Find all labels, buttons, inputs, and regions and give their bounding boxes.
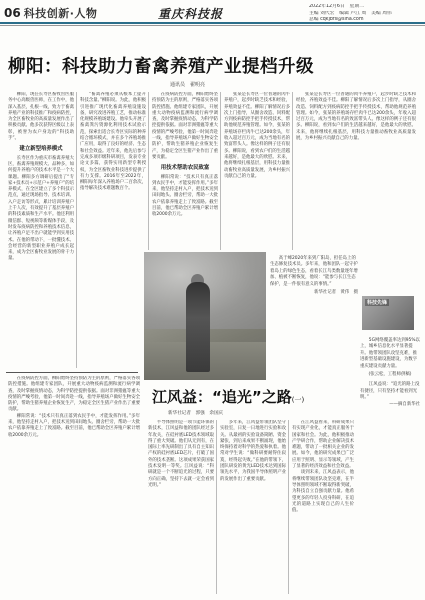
- article1-col2-body: “畜禽养殖必须从根本上提升科技含量。”柳阳说。为此，他积极引进推广现代化畜禽养殖设施设备，研究改进养殖工艺，推动标准化规模养殖场建设。他牵头开展了畜禽粪污资源化利用技术试验示范，探索出适合长寿区实际的种养结合循环模式，并在多个养殖场推广应用，取得了良好的经济、生态和社会效益。近年来，他先后参与完成多项市级科研项目，发表专业论文多篇，获得实用新型专利授权，为全区畜牧业科技进步提供了有力支撑。2016年至2022年，柳阳每年深入养殖场户二百余次，指导解决技术难题数百个。: [80, 92, 146, 192]
- article1-col1-body: 长寿区作为重庆市畜禽养殖大区，畜禽养殖规模大、品种多，如何提升养殖户的技术水平是一个大课题。柳阳多方调研后提出了“专家+技术员+示范户+养殖户”的培养模式，在全区建立了多个科技示范点，通过现场指导、技术培训、入户走访等形式，累计培训养殖户上千人次，有效提升了基层养殖户的科技素质和生产水平。他还利用微信群、短视频等新媒体手段，及时发布疫病防控和养殖技术信息，让养殖户足不出户就能学到实用技术。在他的带动下，一批懂技术、会经营的新型职业养殖户成长起来，成为全区畜牧业发展的骨干力量。: [8, 155, 74, 262]
- article2-column-2: [220, 420, 286, 594]
- page-number: 06: [4, 6, 21, 20]
- article1-lower-body2: 柳阳常说：“技术只有真正落到农民手中，才能发挥作用。”多年来，他坚持走村入户，把技术送到田间地头、圈舍栏旁，帮助一大批农户依靠养殖走上了致富路。截至目前，他已帮助全区养殖户累计增收2000余万元。: [8, 413, 140, 438]
- article-photo-person: [144, 252, 266, 380]
- header-rule: [0, 22, 425, 24]
- photo-credit: 新华社记者 黄伟 摄: [314, 290, 358, 296]
- issue-email: 总编 cqkjbfs@sina.com: [309, 17, 364, 22]
- photo-caption-text: 高于峰2020年来到广阳岛，担任岛上的生态修复技术员。多年来，他和团队一起守护着岛上的绿色生态，看着长江鸟类数量逐年增加、植被不断恢复，他说：“能参与长江生态保护，是一件很有意义的事情。”: [270, 256, 358, 287]
- article2-column-1: [148, 420, 214, 594]
- photo-person-body: [186, 282, 210, 372]
- newspaper-logo: 重庆科技报: [158, 7, 224, 21]
- column-divider: [288, 420, 289, 594]
- column-divider: [76, 92, 77, 368]
- article1-column-4: [224, 92, 290, 250]
- article1-col3-body: 在疫病防控方面，柳阳始终坚持预防为主的原则，严格落实各项防控措施。他组建专家团队，开展重大动物疫病监测和流行病学调查，及时掌握疫情动态，为科学防控提供依据。面对非洲猪瘟等重大疫情的严峻考验，他第一时间奔赴一线，指导养殖场户做好生物安全防护，帮助生猪养殖企业恢复生产，为稳定全区生猪产业作出了重要贡献。: [152, 92, 218, 160]
- article2-headline-main: 江风益：“追光”之路: [152, 388, 292, 406]
- article1-headline: 柳阳：科技助力畜禽养殖产业提档升级: [8, 57, 314, 77]
- article1-lower-body: 在疫病防控方面，柳阳始终坚持预防为主的原则，严格落实各项防控措施。他组建专家团队，开展重大动物疫病监测和流行病学调查，及时掌握疫情动态，为科学防控提供依据。面对非洲猪瘟等重大疫情的严峻考验，他第一时间奔赴一线，指导养殖场户做好生物安全防护，帮助生猪养殖企业恢复生产，为稳定全区生猪产业作出了重要贡献。: [8, 376, 140, 413]
- article2-headline: [152, 386, 304, 407]
- section-rule: [6, 372, 138, 373]
- article2-col1-body: 半导体照明是一项节能环保的新技术，江风益和他的团队经过多年攻关，在硅衬底LED技术领域取得了重大突破。他们从无到有，在国际上率先研制出了具有自主知识产权的硅衬底LED芯片，打破了国外的技术垄断。这项成果荣获国家技术发明一等奖。江风益说：“科研就是一个不断追光的过程，只要方向正确，坚持下去就一定会看到光明。”: [148, 420, 214, 488]
- issue-meta: [309, 4, 419, 24]
- article1-col4-body: 张某是长寿区一位普通的肉牛养殖户，起步时缺乏技术和经验，养殖效益不佳。柳阳了解情况后多次上门指导，从圈舍改造、饲料配方到疫病防控手把手传授技术，帮助他规范养殖管理。如今，张某的养殖场存栏肉牛已达200余头，年收入超过百万元，成为当地有名的致富带头人。像这样的例子还有很多。柳阳说，看到农户们的生活越来越好，是他最大的欣慰。未来，他将继续扎根基层，用科技力量推动畜牧业高质量发展，为乡村振兴贡献自己的力量。: [224, 92, 290, 179]
- issue-date: 2022年12月6日 星期二: [309, 4, 364, 9]
- article1-byline: 通讯员 翟明亮: [170, 82, 206, 88]
- article2-headline-sub: (一): [291, 396, 305, 404]
- sidebar-photo: [362, 296, 414, 330]
- column-divider: [292, 92, 293, 250]
- box-side-text: 江风益说：“追光的路上没有捷径，只有坚持才能看到光明。”: [360, 382, 420, 401]
- column-divider: [216, 420, 217, 594]
- article1-subhead-2: 用技术帮助农民致富: [160, 165, 210, 172]
- page-header-label: [4, 6, 97, 20]
- sidebar-tag: 科技先锋: [367, 300, 388, 306]
- article1-intro: 柳阳，现任长寿区畜牧兽医服务中心高级兽医师，在工作中，他深入基层，扎根一线，致力于畜禽养殖产业的科技推广和疫病防控，为全区畜牧业的高质量发展作出了积极贡献。他多次获得区级以上表彰，被誉为农户身边的“科技助手”。: [8, 92, 74, 142]
- sidebar-credit: (张云松，工程师供稿): [368, 372, 412, 378]
- article2-column-3: [292, 420, 354, 594]
- photo-caption: [270, 256, 358, 296]
- sidebar-column: [360, 338, 420, 408]
- issue-editors: 主编 刘代宏 编辑 卢江 周 美编 周伟: [309, 10, 392, 16]
- column-divider: [148, 92, 149, 250]
- article1-column-2: [80, 92, 146, 250]
- header-rule-thin: [0, 25, 425, 26]
- article1-column-3: [152, 92, 218, 250]
- article1-subhead-1: 建立新型培养模式: [19, 146, 63, 153]
- article1-col3-body2: 柳阳常说：“技术只有真正落到农民手中，才能发挥作用。”多年来，他坚持走村入户，把技术送到田间地头、圈舍栏旁，帮助一大批农户依靠养殖走上了致富路。截至目前，他已帮助全区养殖户累计增收2000余万元。: [152, 174, 218, 218]
- box-side-credit: ——摘自新华社: [389, 401, 420, 407]
- article2-col2-body: 多年来，江风益带领团队坚守实验室，日复一日地进行实验和攻关。从最初的实验设备简陋、资金紧张，到后来成果不断涌现，他始终保持着对科学的热爱和执着。他常对学生说：“做科研要耐得住寂寞，经得起失败。”在他的带领下，团队研发的黄光LED技术达到国际领先水平，为我国半导体照明产业的发展作出了重要贡献。: [220, 420, 286, 482]
- section-title: 科技创新·人物: [23, 7, 98, 20]
- article2-byline: 新华社记者 郭强 余国庆: [168, 411, 224, 416]
- article1-col4-continued: 张某是长寿区一位普通的肉牛养殖户，起步时缺乏技术和经验，养殖效益不佳。柳阳了解情况后多次上门指导，从圈舍改造、饲料配方到疫病防控手把手传授技术，帮助他规范养殖管理。如今，张某的养殖场存栏肉牛已达200余头，年收入超过百万元，成为当地有名的致富带头人。像这样的例子还有很多。柳阳说，看到农户们的生活越来越好，是他最大的欣慰。未来，他将继续扎根基层，用科技力量推动畜牧业高质量发展，为乡村振兴贡献自己的力量。: [296, 92, 416, 142]
- article1-column-1: [8, 92, 74, 368]
- column-divider: [220, 92, 221, 250]
- article1-lower-column: [8, 376, 140, 594]
- article2-col4-body: 谈到未来，江风益表示，他将继续带领团队攻坚克难，在半导体照明领域不断取得新突破，为科技自立自强贡献力量。他希望更多的年轻人投身科研，在追光的道路上实现自己的人生价值。: [292, 470, 354, 514]
- sidebar-text: 5G网络覆盖率达到95%以上，城乡信息化水平显著提升。他带领团队攻坚克难，推进新型基础设施建设，为数字重庆建设贡献力量。: [360, 338, 420, 369]
- article2-col3-body: 在江风益看来，科研成果只有实现产业化，才能真正服务于国家和社会。为此，他积极推动产学研合作，帮助企业解决技术难题，带动了一批相关企业的发展。如今，他的研究成果已广泛应用于照明、显示等领域，产生了显著的经济效益和社会效益。: [292, 420, 354, 470]
